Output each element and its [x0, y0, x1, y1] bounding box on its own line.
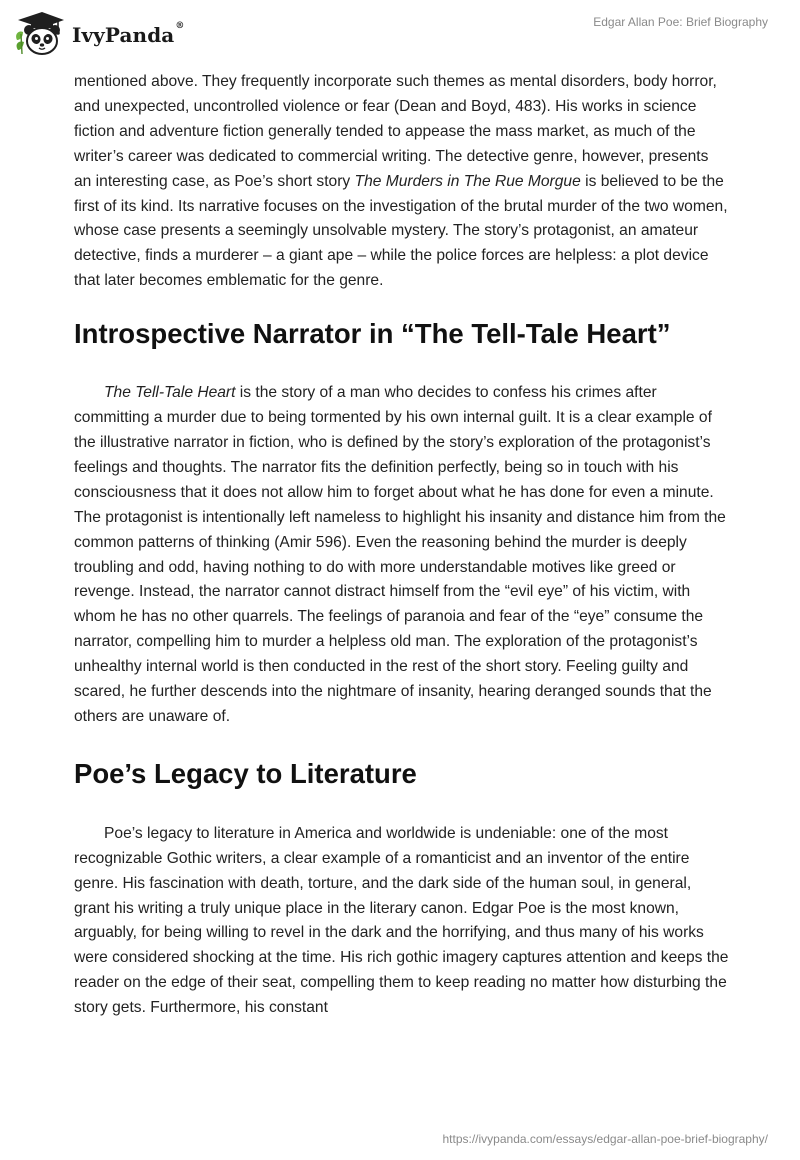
section-heading-tell-tale-heart: Introspective Narrator in “The Tell-Tale Heart”	[74, 318, 671, 350]
body-paragraph-1: mentioned above. They frequently incorporate such themes as mental disorders, body horror, and unexpected, uncontrolled violence or fear (Dean and Boyd, 483). His works in science fiction and adventure fiction generally tended to appease the mass market, as much of the writer’s career was dedicated to commercial writing. The detective genre, however, presents an interesting case, as Poe’s short story The Murders in The Rue Morgue is believed to be the first of its kind. Its narrative focuses on the investigation of the brutal murder of the two women, whose case presents a seemingly unsolvable mystery. The story’s protagonist, an amateur detective, finds a murderer – a giant ape – while the police forces are helpless: a plot device that later becomes emblematic for the genre.	[74, 73, 728, 290]
logo-wordmark: IvyPanda®	[72, 21, 185, 47]
body-paragraph-2: The Tell-Tale Heart is the story of a man who decides to confess his crimes after committing a murder due to being tormented by his own internal guilt. It is a clear example of the illustrative narrator in fiction, who is defined by the story’s exploration of the protagonist’s feelings and thoughts. The narrator fits the definition perfectly, being so in touch with his consciousness that it does not allow him to forget about what he has done for even a minute. The protagonist is intentionally left nameless to highlight his insanity and distance him from the common patterns of thinking (Amir 596). Even the reasoning behind the murder is deeply troubling and odd, having nothing to do with more understandable motives like greed or revenge. Instead, the narrator cannot distract himself from the “evil eye” of his victim, with whom he has no other quarrels. The feelings of paranoia and fear of the “eye” consume the narrator, compelling him to murder a helpless old man. The exploration of the protagonist’s unhealthy internal world is then conducted in the rest of the short story. Feeling guilty and scared, he further descends into the nightmare of insanity, hearing deranged sounds that the others are unaware of.	[74, 384, 726, 725]
document-title: Edgar Allan Poe: Brief Biography	[593, 15, 768, 29]
body-paragraph-3: Poe’s legacy to literature in America and worldwide is undeniable: one of the most recognizable Gothic writers, a clear example of a romanticist and an inventor of the entire genre. His fascination with death, torture, and the dark side of the human soul, in general, grant his writing a truly unique place in the literary canon. Edgar Poe is the most known, arguably, for being willing to revel in the dark and the horrifying, and thus many of his works were considered shocking at the time. His rich gothic imagery captures attention and keeps the reader on the edge of their seat, compelling them to keep reading no matter how disturbing the story gets. Furthermore, his constant	[74, 824, 729, 1017]
book-title-tell-tale-heart: The Tell-Tale Heart	[104, 384, 236, 402]
book-title-rue-morgue: The Murders in The Rue Morgue	[354, 172, 581, 190]
source-url[interactable]: https://ivypanda.com/essays/edgar-allan-poe-brief-biography/	[442, 1132, 768, 1146]
page-header	[0, 0, 800, 70]
ivypanda-logo[interactable]	[14, 10, 184, 56]
section-heading-legacy: Poe’s Legacy to Literature	[74, 757, 417, 789]
panda-graduate-icon	[14, 10, 66, 56]
article-content	[74, 70, 730, 1021]
